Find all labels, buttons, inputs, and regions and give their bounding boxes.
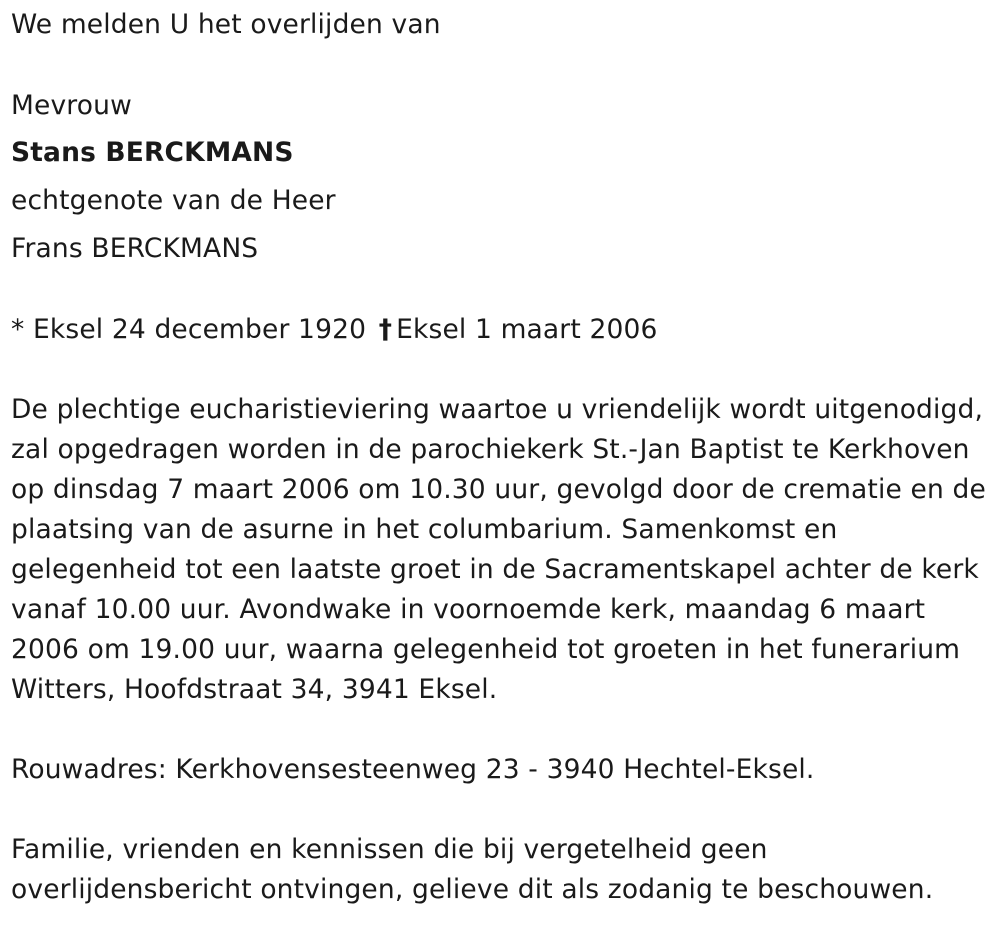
closing-line: Familie, vrienden en kennissen die bij vergetelheid geen <box>11 834 768 865</box>
ceremony-line: gelegenheid tot een laatste groet in de Sacramentskapel achter de kerk <box>11 554 979 585</box>
relation-text: echtgenote van de Heer <box>11 185 336 216</box>
intro-text: We melden U het overlijden van <box>11 9 441 40</box>
cross-icon: † <box>378 314 393 345</box>
ceremony-line: op dinsdag 7 maart 2006 om 10.30 uur, gevolgd door de crematie en de <box>11 474 986 505</box>
ceremony-line: vanaf 10.00 uur. Avondwake in voornoemde kerk, maandag 6 maart <box>11 594 926 625</box>
ceremony-line: Witters, Hoofdstraat 34, 3941 Eksel. <box>11 674 498 705</box>
dates-line <box>11 310 658 350</box>
mourning-address: Rouwadres: Kerkhovensesteenweg 23 - 3940 Hechtel-Eksel. <box>11 754 815 785</box>
ceremony-line: zal opgedragen worden in de parochiekerk St.-Jan Baptist te Kerkhoven <box>11 434 970 465</box>
salutation: Mevrouw <box>11 90 132 121</box>
ceremony-line: plaatsing van de asurne in het columbarium. Samenkomst en <box>11 514 838 545</box>
death-date: Eksel 1 maart 2006 <box>396 314 658 345</box>
ceremony-line: 2006 om 19.00 uur, waarna gelegenheid tot groeten in het funerarium <box>11 634 961 665</box>
ceremony-line: De plechtige eucharistieviering waartoe u vriendelijk wordt uitgenodigd, <box>11 394 984 425</box>
closing-line: overlijdensbericht ontvingen, gelieve dit als zodanig te beschouwen. <box>11 874 934 905</box>
spouse-name: Frans BERCKMANS <box>11 233 259 264</box>
birth-date: * Eksel 24 december 1920 <box>11 314 367 345</box>
deceased-name: Stans BERCKMANS <box>11 137 294 168</box>
